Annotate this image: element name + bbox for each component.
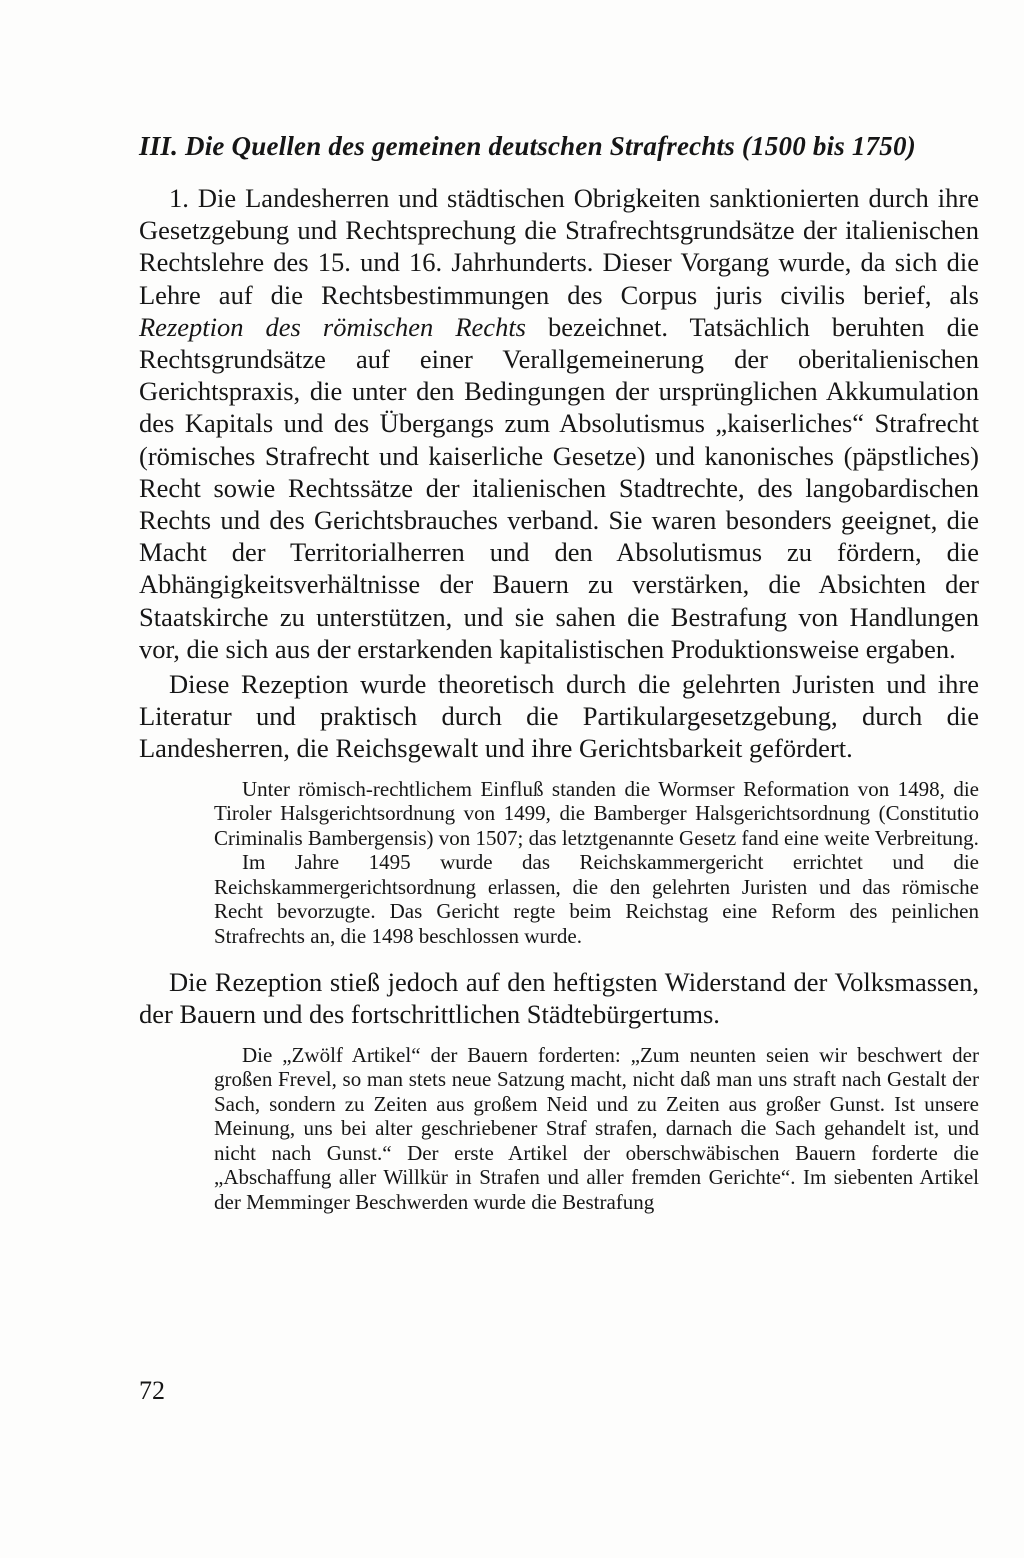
page-content [139, 126, 979, 1214]
paragraph-text: bezeichnet. Tatsächlich beruhten die Rechtsgrundsätze auf einer Verallgemeinerung der oberitalienischen Gerichtspraxis, die unter den Bedingungen der ursprünglichen Akkumulation des Kapitals und des Übergangs zum Absolutismus „kaiserliches“ Strafrecht (römisches Strafrecht und kaiserliche Gesetze) und kanonisches (päpstliches) Recht sowie Rechtssätze der italienischen Stadtrechte, des langobardischen Rechts und des Gerichtsbrauches verband. Sie waren besonders geeignet, die Macht der Territorialherren und den Absolutismus zu fördern, die Abhängigkeitsverhältnisse der Bauern zu verstärken, die Absichten der Staatskirche zu unterstützen, und sie sahen die Bestrafung von Handlungen vor, die sich aus der erstarkenden kapitalistischen Produktionsweise ergaben. [139, 311, 979, 664]
paragraph-promotion: Diese Rezeption wurde theoretisch durch die gelehrten Juristen und ihre Literatur und praktisch durch die Partikulargesetzgebung, durch die Landesherren, die Reichsgewalt und ihre Gerichtsbarkeit gefördert. [139, 669, 979, 764]
paragraph-text: 1. Die Landesherren und städtischen Obrigkeiten sanktionierten durch ihre Gesetzgebung und Rechtsprechung die Strafrechtsgrundsätze der italienischen Rechtslehre des 15. und 16. Jahrhunderts. Dieser Vorgang wurde, da sich die Lehre auf die Rechtsbestimmungen des Corpus juris civilis berief, als [139, 183, 979, 310]
page-number: 72 [139, 1376, 165, 1405]
note-roman-law-sources: Unter römisch-rechtlichem Einfluß standen die Wormser Reformation von 1498, die Tiroler Halsgerichtsordnung von 1499, die Bamberger Halsgerichtsordnung (Constitutio Criminalis Bambergensis) von 1507; das letztgenannte Gesetz fand eine weite Verbreitung. [214, 776, 979, 850]
paragraph-reception [139, 182, 979, 665]
emphasized-term: Rezeption des römischen Rechts [139, 311, 526, 342]
paragraph-resistance: Die Rezeption stieß jedoch auf den heftigsten Widerstand der Volksmassen, der Bauern und des fortschrittlichen Städtebürgertums. [139, 967, 979, 1030]
note-twelve-articles: Die „Zwölf Artikel“ der Bauern forderten: „Zum neunten seien wir beschwert der großen Frevel, so man stets neue Satzung macht, nicht daß man uns straft nach Gestalt der Sach, sondern zu Zeiten aus großem Neid und zu Zeiten aus großer Gunst. Ist unsere Meinung, uns bei alter geschriebener Straf strafen, darnach die Sach gehandelt ist, und nicht nach Gunst.“ Der erste Artikel der oberschwäbischen Bauern forderte die „Abschaffung aller Willkür in Strafen und aller fremden Gerichte“. Im siebenten Artikel der Memminger Beschwerden wurde die Bestrafung [214, 1042, 979, 1214]
section-heading: III. Die Quellen des gemeinen deutschen Strafrechts (1500 bis 1750) [139, 131, 916, 161]
note-imperial-chamber-court: Im Jahre 1495 wurde das Reichskammergericht errichtet und die Reichskammergerichtsordnung erlassen, die den gelehrten Juristen und das römische Recht bevorzugte. Das Gericht regte beim Reichstag eine Reform des peinlichen Strafrechts an, die 1498 beschlossen wurde. [214, 850, 979, 948]
